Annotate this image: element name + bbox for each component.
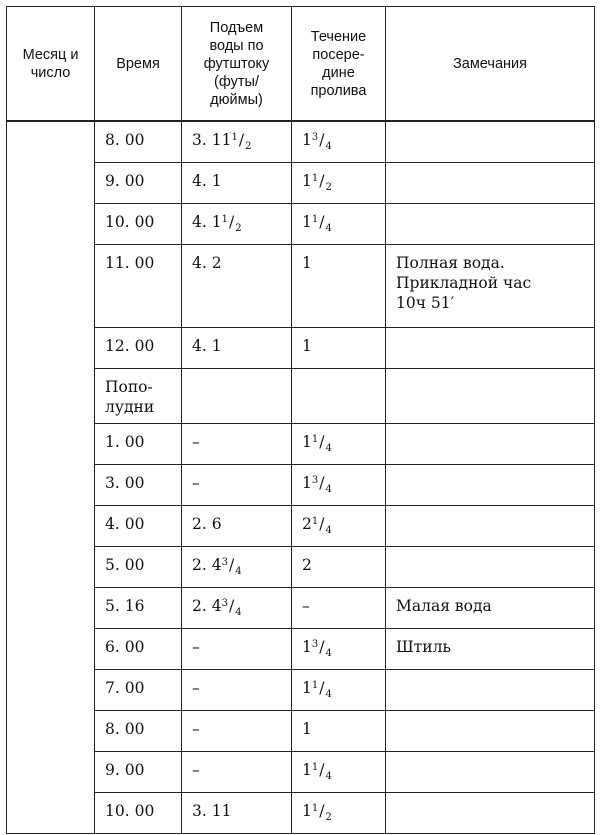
fraction-denominator: 4 bbox=[235, 607, 242, 618]
time-cell: 3. 00 bbox=[95, 465, 182, 506]
rise-cell bbox=[182, 793, 292, 834]
date-cell bbox=[7, 121, 95, 834]
fraction-slash: / bbox=[319, 761, 325, 779]
fraction bbox=[200, 761, 202, 779]
table-row bbox=[7, 328, 595, 369]
fraction-slash: / bbox=[319, 213, 325, 231]
current-cell bbox=[292, 204, 386, 245]
fraction-denominator: 4 bbox=[235, 566, 242, 577]
fraction-denominator: 2 bbox=[245, 141, 252, 152]
rise-cell bbox=[182, 121, 292, 163]
fraction bbox=[311, 515, 332, 536]
time-cell: 5. 16 bbox=[95, 588, 182, 629]
rise-cell bbox=[182, 670, 292, 711]
rise-cell bbox=[182, 711, 292, 752]
fraction bbox=[311, 802, 332, 823]
fraction-denominator: 4 bbox=[325, 771, 332, 782]
value-whole: 1 bbox=[302, 720, 312, 738]
fraction bbox=[200, 433, 202, 451]
value-whole: 4. 2 bbox=[192, 254, 222, 272]
header-current: Течение посере-дине пролива bbox=[292, 7, 386, 122]
value-whole: – bbox=[192, 720, 200, 738]
fraction-numerator: 1 bbox=[311, 434, 319, 445]
current-cell bbox=[292, 670, 386, 711]
fraction-denominator: 4 bbox=[325, 484, 332, 495]
header-month: Месяц и число bbox=[7, 7, 95, 122]
fraction-numerator: 1 bbox=[311, 680, 319, 691]
table-row bbox=[7, 506, 595, 547]
value-whole: 4. 1 bbox=[192, 213, 222, 231]
value-whole: – bbox=[192, 474, 200, 492]
table-row bbox=[7, 752, 595, 793]
rise-cell bbox=[182, 163, 292, 204]
remark-cell bbox=[386, 670, 595, 711]
fraction bbox=[311, 638, 332, 659]
fraction bbox=[312, 254, 314, 272]
fraction bbox=[200, 679, 202, 697]
fraction-denominator: 4 bbox=[325, 689, 332, 700]
fraction-denominator: 4 bbox=[325, 443, 332, 454]
time-cell: 8. 00 bbox=[95, 711, 182, 752]
rise-cell bbox=[182, 588, 292, 629]
remark-cell bbox=[386, 711, 595, 752]
time-cell: 1. 00 bbox=[95, 424, 182, 465]
fraction bbox=[200, 638, 202, 656]
fraction bbox=[312, 556, 314, 574]
value-whole: 1 bbox=[302, 213, 312, 231]
fraction bbox=[310, 597, 312, 615]
value-whole: – bbox=[192, 679, 200, 697]
remark-cell bbox=[386, 163, 595, 204]
fraction bbox=[221, 597, 242, 618]
fraction-numerator: 3 bbox=[221, 598, 228, 609]
fraction bbox=[222, 337, 224, 355]
value-whole: – bbox=[192, 433, 200, 451]
fraction-slash: / bbox=[319, 802, 325, 820]
remark-cell bbox=[386, 465, 595, 506]
current-cell bbox=[292, 465, 386, 506]
current-cell bbox=[292, 328, 386, 369]
value-whole: 2. 6 bbox=[192, 515, 222, 533]
fraction-denominator: 4 bbox=[325, 223, 332, 234]
fraction bbox=[222, 515, 224, 533]
time-cell: 8. 00 bbox=[95, 121, 182, 163]
fraction-numerator: 1 bbox=[311, 173, 319, 184]
fraction-numerator: 1 bbox=[221, 214, 228, 225]
rise-cell bbox=[182, 369, 292, 424]
fraction-slash: / bbox=[319, 515, 325, 533]
value-whole: 1 bbox=[302, 802, 312, 820]
fraction bbox=[312, 337, 314, 355]
value-whole: 1 bbox=[302, 474, 312, 492]
fraction bbox=[222, 254, 224, 272]
table-row bbox=[7, 465, 595, 506]
value-whole: 3. 11 bbox=[192, 131, 232, 149]
fraction bbox=[221, 556, 242, 577]
value-whole: 4. 1 bbox=[192, 172, 222, 190]
table-body bbox=[7, 121, 595, 834]
table-row bbox=[7, 793, 595, 834]
fraction-numerator: 1 bbox=[311, 803, 319, 814]
current-cell bbox=[292, 752, 386, 793]
current-cell bbox=[292, 506, 386, 547]
table-row bbox=[7, 711, 595, 752]
value-whole: 2 bbox=[302, 556, 312, 574]
current-cell bbox=[292, 424, 386, 465]
remark-cell bbox=[386, 204, 595, 245]
remark-cell bbox=[386, 752, 595, 793]
header-time: Время bbox=[95, 7, 182, 122]
fraction bbox=[311, 213, 332, 234]
tide-table bbox=[6, 6, 595, 834]
fraction-slash: / bbox=[319, 172, 325, 190]
fraction-slash: / bbox=[228, 597, 235, 615]
value-whole: 1 bbox=[302, 172, 312, 190]
current-cell bbox=[292, 588, 386, 629]
fraction-slash: / bbox=[228, 556, 235, 574]
rise-cell bbox=[182, 245, 292, 328]
fraction-slash: / bbox=[319, 638, 325, 656]
fraction-slash: / bbox=[319, 474, 325, 492]
time-cell: 10. 00 bbox=[95, 204, 182, 245]
current-cell bbox=[292, 629, 386, 670]
header-remarks: Замечания bbox=[386, 7, 595, 122]
table-row bbox=[7, 670, 595, 711]
table-row bbox=[7, 204, 595, 245]
time-cell: 6. 00 bbox=[95, 629, 182, 670]
time-cell: 4. 00 bbox=[95, 506, 182, 547]
value-whole: – bbox=[192, 638, 200, 656]
fraction bbox=[311, 474, 332, 495]
time-cell: 7. 00 bbox=[95, 670, 182, 711]
remark-cell: Штиль bbox=[386, 629, 595, 670]
fraction-numerator: 1 bbox=[311, 516, 319, 527]
fraction-denominator: 4 bbox=[325, 648, 332, 659]
table-row bbox=[7, 588, 595, 629]
fraction-slash: / bbox=[228, 213, 235, 231]
header-rise: Подъем воды по футштоку (футы/дюймы) bbox=[182, 7, 292, 122]
fraction-denominator: 2 bbox=[325, 182, 332, 193]
fraction-slash: / bbox=[319, 433, 325, 451]
fraction-numerator: 1 bbox=[311, 214, 319, 225]
fraction-slash: / bbox=[238, 131, 245, 149]
fraction-denominator: 2 bbox=[325, 812, 332, 823]
fraction-slash: / bbox=[319, 131, 325, 149]
current-cell bbox=[292, 793, 386, 834]
remark-cell bbox=[386, 424, 595, 465]
value-whole: 1 bbox=[302, 433, 312, 451]
fraction bbox=[311, 761, 332, 782]
fraction-numerator: 1 bbox=[231, 132, 238, 143]
current-cell bbox=[292, 547, 386, 588]
fraction bbox=[221, 213, 242, 234]
value-whole: 1 bbox=[302, 131, 312, 149]
fraction bbox=[311, 131, 332, 152]
rise-cell bbox=[182, 328, 292, 369]
current-cell bbox=[292, 369, 386, 424]
value-whole: 2 bbox=[302, 515, 312, 533]
fraction-numerator: 3 bbox=[311, 639, 319, 650]
fraction bbox=[302, 378, 304, 396]
header-row bbox=[7, 7, 595, 122]
value-whole: 1 bbox=[302, 761, 312, 779]
table-row bbox=[7, 629, 595, 670]
fraction-numerator: 3 bbox=[221, 557, 228, 568]
fraction-slash: / bbox=[319, 679, 325, 697]
fraction bbox=[231, 131, 252, 152]
rise-cell bbox=[182, 506, 292, 547]
table-row bbox=[7, 163, 595, 204]
fraction-denominator: 4 bbox=[325, 525, 332, 536]
value-whole: 1 bbox=[302, 337, 312, 355]
table-row bbox=[7, 245, 595, 328]
value-whole: – bbox=[302, 597, 310, 615]
table-row bbox=[7, 424, 595, 465]
fraction bbox=[311, 172, 332, 193]
rise-cell bbox=[182, 629, 292, 670]
value-whole: 1 bbox=[302, 638, 312, 656]
remark-cell: Малая вода bbox=[386, 588, 595, 629]
fraction bbox=[312, 720, 314, 738]
time-cell: Попо- лудни bbox=[95, 369, 182, 424]
time-cell: 9. 00 bbox=[95, 752, 182, 793]
rise-cell bbox=[182, 424, 292, 465]
table-row bbox=[7, 369, 595, 424]
time-cell: 11. 00 bbox=[95, 245, 182, 328]
value-whole: 1 bbox=[302, 254, 312, 272]
value-whole: 2. 4 bbox=[192, 597, 222, 615]
fraction bbox=[200, 720, 202, 738]
rise-cell bbox=[182, 204, 292, 245]
fraction bbox=[222, 172, 224, 190]
rise-cell bbox=[182, 547, 292, 588]
fraction-numerator: 3 bbox=[311, 475, 319, 486]
value-whole: – bbox=[192, 761, 200, 779]
fraction-denominator: 4 bbox=[325, 141, 332, 152]
current-cell bbox=[292, 163, 386, 204]
rise-cell bbox=[182, 752, 292, 793]
fraction bbox=[200, 474, 202, 492]
remark-cell: Полная вода. Прикладной час 10ч 51′ bbox=[386, 245, 595, 328]
value-whole: 4. 1 bbox=[192, 337, 222, 355]
value-whole: 3. 11 bbox=[192, 802, 232, 820]
time-cell: 10. 00 bbox=[95, 793, 182, 834]
fraction-denominator: 2 bbox=[235, 223, 242, 234]
table-row bbox=[7, 547, 595, 588]
value-whole: 2. 4 bbox=[192, 556, 222, 574]
time-cell: 9. 00 bbox=[95, 163, 182, 204]
fraction bbox=[311, 433, 332, 454]
remark-cell bbox=[386, 793, 595, 834]
fraction bbox=[231, 802, 233, 820]
remark-cell bbox=[386, 121, 595, 163]
remark-cell bbox=[386, 369, 595, 424]
fraction bbox=[311, 679, 332, 700]
current-cell bbox=[292, 245, 386, 328]
remark-cell bbox=[386, 547, 595, 588]
current-cell bbox=[292, 711, 386, 752]
fraction-numerator: 1 bbox=[311, 762, 319, 773]
value-whole: 1 bbox=[302, 679, 312, 697]
current-cell bbox=[292, 121, 386, 163]
remark-cell bbox=[386, 506, 595, 547]
remark-cell bbox=[386, 328, 595, 369]
time-cell: 5. 00 bbox=[95, 547, 182, 588]
time-cell: 12. 00 bbox=[95, 328, 182, 369]
fraction bbox=[192, 378, 194, 396]
table-row bbox=[7, 121, 595, 163]
rise-cell bbox=[182, 465, 292, 506]
fraction-numerator: 3 bbox=[311, 132, 319, 143]
